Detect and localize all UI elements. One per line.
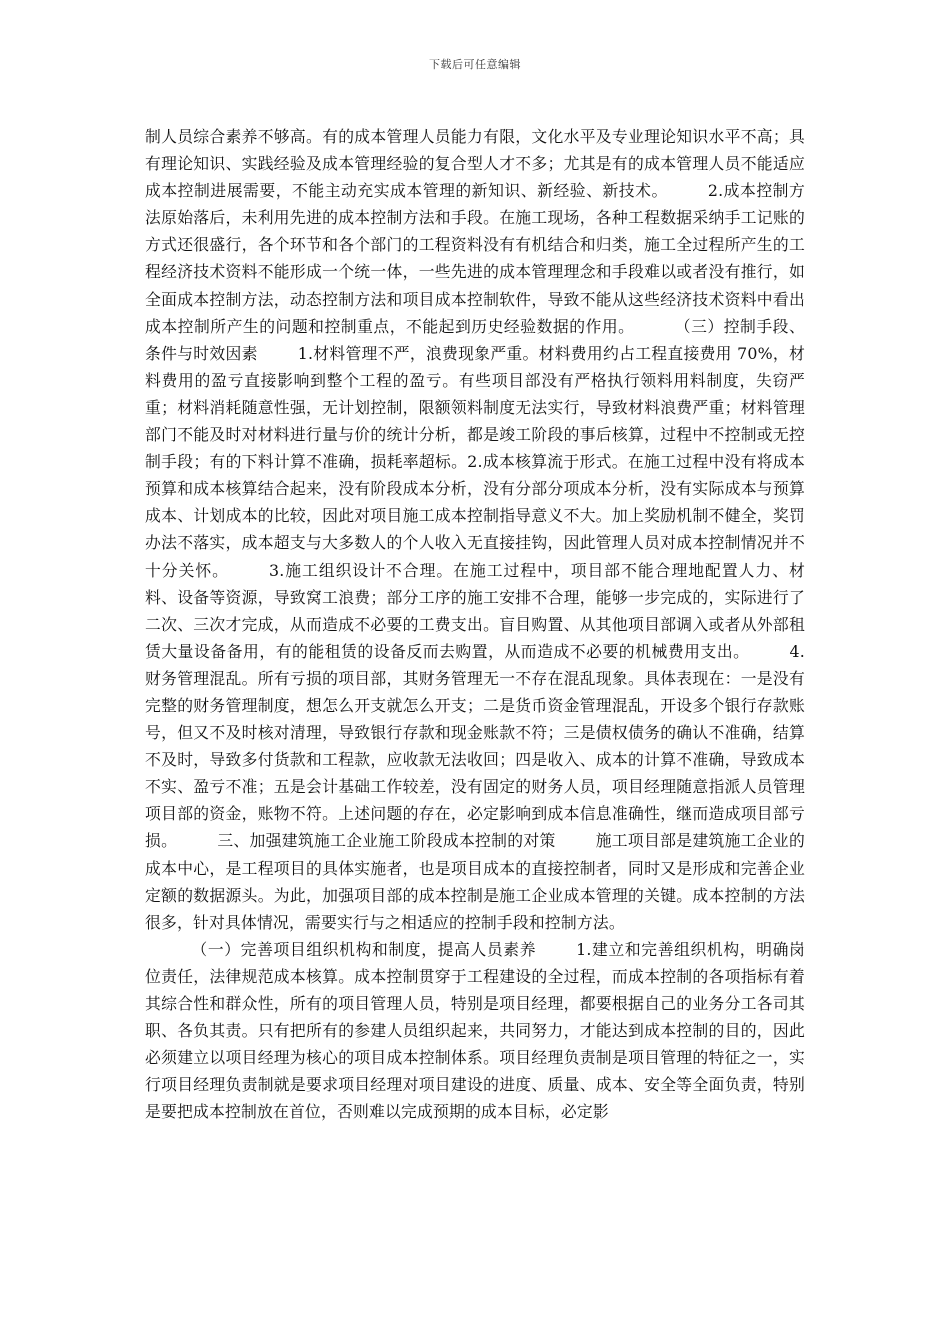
section-heading: （三）控制手段、条件与时效因素 [145,316,805,363]
text-segment: 施工项目部是建筑施工企业的成本中心，是工程项目的具体实施者，也是项目成本的直接控制者，同时又是形成和完善企业定额的数据源头。为此，加强项目部的成本控制是施工企业成本管理的关键。成本控制的方法很多，针对具体情况，需要实行与之相适应的控制手段和控制方法。 [145,831,805,932]
text-segment: 2.成本核算流于形式。在施工过程中没有将成本预算和成本核算结合起来，没有阶段成本分析，没有分部分项成本分析，没有实际成本与预算成本、计划成本的比较，因此对项目施工成本控制指导意义不大。加上奖励机制不健全，奖罚办法不落实，成本超支与大多数人的个人收入无直接挂钩，因此管理人员对成本控制情况并不十分关怀。 [145,452,805,580]
page-header: 下载后可任意编辑 [429,58,521,71]
paragraph-1 [145,123,805,936]
document-body [145,123,805,1125]
text-segment: 2.成本控制方法原始落后，未利用先进的成本控制方法和手段。在施工现场，各种工程数据采纳手工记账的方式还很盛行，各个环节和各个部门的工程资料没有有机结合和归类，施工全过程所产生的工程经济技术资料不能形成一个统一体，一些先进的成本管理理念和手段难以或者没有推行，如全面成本控制方法，动态控制方法和项目成本控制软件，导致不能从这些经济技术资料中看出成本控制所产生的问题和控制重点，不能起到历史经验数据的作用。 [145,181,805,336]
section-heading: （一）完善项目组织机构和制度，提高人员素养 [191,939,537,959]
paragraph-2 [145,936,805,1126]
text-segment: 制人员综合素养不够高。有的成本管理人员能力有限，文化水平及专业理论知识水平不高；具有理论知识、实践经验及成本管理经验的复合型人才不多；尤其是有的成本管理人员不能适应成本控制进展需要，不能主动充实成本管理的新知识、新经验、新技术。 [145,127,805,201]
section-heading: 三、加强建筑施工企业施工阶段成本控制的对策 [217,831,556,851]
text-segment: 3.施工组织设计不合理。在施工过程中，项目部不能合理地配置人力、材料、设备等资源，导致窝工浪费；部分工序的施工安排不合理，能够一步完成的，实际进行了二次、三次才完成，从而造成不必要的工费支出。盲目购置、从其他项目部调入或者从外部租赁大量设备备用，有的能租赁的设备反而去购置，从而造成不必要的机械费用支出。 [145,560,805,661]
text-segment: 1.材料管理不严，浪费现象严重。材料费用约占工程直接费用 70%，材料费用的盈亏直接影响到整个工程的盈亏。有些项目部没有严格执行领料用料制度，失窃严重；材料消耗随意性强，无计划控制，限额领料制度无法实行，导致材料浪费严重；材料管理部门不能及时对材料进行量与价的统计分析，都是竣工阶段的事后核算，过程中不控制或无控制手段；有的下料计算不准确，损耗率超标。 [145,343,805,472]
text-segment: 4.财务管理混乱。所有亏损的项目部，其财务管理无一不存在混乱现象。具体表现在：一是没有完整的财务管理制度，想怎么开支就怎么开支；二是货币资金管理混乱，开设多个银行存款账号，但又不及时核对清理，导致银行存款和现金账款不符；三是债权债务的确认不准确，结算不及时，导致多付货款和工程款，应收款无法收回；四是收入、成本的计算不准确，导致成本不实、盈亏不准；五是会计基础工作较差，没有固定的财务人员，项目经理随意指派人员管理项目部的资金，账物不符。上述问题的存在，必定影响到成本信息准确性，继而造成项目部亏损。 [145,641,805,851]
text-segment: 1.建立和完善组织机构，明确岗位责任，法律规范成本核算。成本控制贯穿于工程建设的全过程，而成本控制的各项指标有着其综合性和群众性，所有的项目管理人员，特别是项目经理，都要根据自己的业务分工各司其职、各负其责。只有把所有的参建人员组织起来，共同努力，才能达到成本控制的目的，因此必须建立以项目经理为核心的项目成本控制体系。项目经理负责制是项目管理的特征之一，实行项目经理负责制就是要求项目经理对项目建设的进度、质量、成本、安全等全面负责，特别是要把成本控制放在首位，否则难以完成预期的成本目标，必定影 [145,939,806,1122]
